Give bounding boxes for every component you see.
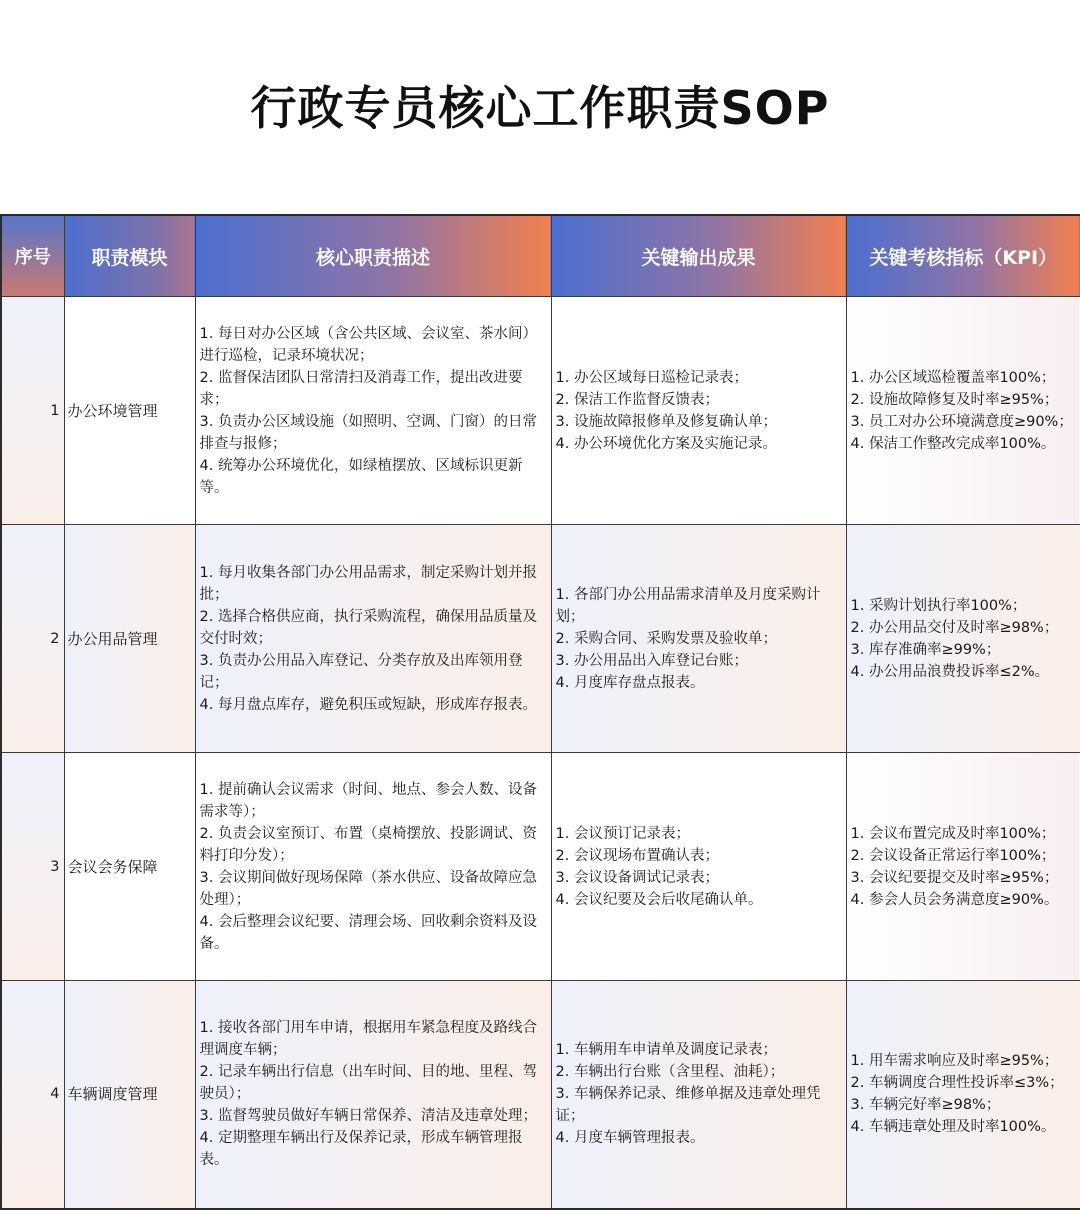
- kpi-line: 2. 会议设备正常运行率100%；: [850, 847, 1056, 864]
- table-row: [1, 753, 1080, 981]
- desc-line: 2. 监督保洁团队日常清扫及消毒工作，提出改进要求；: [199, 369, 523, 408]
- row-kpi: [846, 525, 1080, 753]
- kpi-line: 1. 采购计划执行率100%；: [850, 597, 1027, 614]
- kpi-line: 3. 员工对办公环境满意度≥90%；: [850, 413, 1073, 430]
- output-line: 4. 办公环境优化方案及实施记录。: [555, 435, 777, 452]
- output-line: 1. 车辆用车申请单及调度记录表；: [555, 1042, 777, 1059]
- sop-table: [0, 214, 1080, 1210]
- row-output: [551, 525, 846, 753]
- kpi-line: 3. 车辆完好率≥98%；: [850, 1097, 1001, 1114]
- output-line: 3. 会议设备调试记录表；: [555, 869, 719, 886]
- desc-line: 1. 接收各部门用车申请，根据用车紧急程度及路线合理调度车辆；: [199, 1020, 537, 1059]
- output-line: 2. 车辆出行台账（含里程、油耗）；: [555, 1064, 785, 1081]
- row-output: [551, 753, 846, 981]
- row-module: 车辆调度管理: [64, 981, 195, 1209]
- desc-line: 4. 会后整理会议纪要、清理会场、回收剩余资料及设备。: [199, 913, 537, 952]
- page-title: 行政专员核心工作职责SOP: [250, 81, 830, 135]
- output-line: 2. 会议现场布置确认表；: [555, 847, 719, 864]
- kpi-line: 3. 库存准确率≥99%；: [850, 641, 1001, 658]
- title-area: [0, 0, 1080, 214]
- row-seq: 2: [1, 525, 64, 753]
- desc-line: 3. 会议期间做好现场保障（茶水供应、设备故障应急处理）；: [199, 869, 537, 908]
- desc-line: 4. 每月盘点库存，避免积压或短缺，形成库存报表。: [199, 696, 537, 713]
- row-seq: 3: [1, 753, 64, 981]
- output-line: 1. 各部门办公用品需求清单及月度采购计划；: [555, 586, 821, 625]
- desc-line: 2. 选择合格供应商，执行采购流程，确保用品质量及交付时效；: [199, 608, 537, 647]
- row-module: 办公用品管理: [64, 525, 195, 753]
- kpi-line: 1. 用车需求响应及时率≥95%；: [850, 1053, 1059, 1070]
- output-line: 1. 会议预订记录表；: [555, 825, 690, 842]
- kpi-line: 4. 保洁工作整改完成率100%。: [850, 435, 1056, 452]
- row-seq: 4: [1, 981, 64, 1209]
- kpi-line: 4. 参会人员会务满意度≥90%。: [850, 891, 1059, 908]
- kpi-line: 1. 办公区域巡检覆盖率100%；: [850, 369, 1056, 386]
- output-line: 4. 月度库存盘点报表。: [555, 674, 705, 691]
- row-description: [195, 753, 551, 981]
- header-description: 核心职责描述: [195, 215, 551, 297]
- output-line: 3. 设施故障报修单及修复确认单；: [555, 413, 777, 430]
- kpi-line: 3. 会议纪要提交及时率≥95%；: [850, 869, 1059, 886]
- kpi-line: 2. 办公用品交付及时率≥98%；: [850, 619, 1059, 636]
- desc-line: 3. 负责办公用品入库登记、分类存放及出库领用登记；: [199, 652, 523, 691]
- header-seq: 序号: [1, 215, 64, 297]
- desc-line: 3. 负责办公区域设施（如照明、空调、门窗）的日常排查与报修；: [199, 413, 537, 452]
- output-line: 2. 采购合同、采购发票及验收单；: [555, 630, 777, 647]
- desc-line: 1. 提前确认会议需求（时间、地点、参会人数、设备需求等）；: [199, 781, 537, 820]
- output-line: 4. 月度车辆管理报表。: [555, 1130, 705, 1147]
- output-line: 3. 车辆保养记录、维修单据及违章处理凭证；: [555, 1086, 821, 1125]
- row-output: [551, 297, 846, 525]
- header-module: 职责模块: [64, 215, 195, 297]
- row-module: 办公环境管理: [64, 297, 195, 525]
- row-seq: 1: [1, 297, 64, 525]
- table-row: [1, 297, 1080, 525]
- output-line: 1. 办公区域每日巡检记录表；: [555, 369, 748, 386]
- header-output: 关键输出成果: [551, 215, 846, 297]
- row-description: [195, 981, 551, 1209]
- row-kpi: [846, 297, 1080, 525]
- output-line: 4. 会议纪要及会后收尾确认单。: [555, 891, 763, 908]
- kpi-line: 4. 办公用品浪费投诉率≤2%。: [850, 663, 1050, 680]
- output-line: 3. 办公用品出入库登记台账；: [555, 652, 748, 669]
- desc-line: 2. 记录车辆出行信息（出车时间、目的地、里程、驾驶员）；: [199, 1064, 537, 1103]
- table-body: [1, 297, 1080, 1209]
- row-description: [195, 525, 551, 753]
- table-header-row: [1, 215, 1080, 297]
- kpi-line: 2. 车辆调度合理性投诉率≤3%；: [850, 1075, 1064, 1092]
- desc-line: 1. 每日对办公区域（含公共区域、会议室、茶水间）进行巡检，记录环境状况；: [199, 325, 537, 364]
- table-row: [1, 525, 1080, 753]
- row-description: [195, 297, 551, 525]
- desc-line: 4. 定期整理车辆出行及保养记录，形成车辆管理报表。: [199, 1130, 523, 1169]
- kpi-line: 4. 车辆违章处理及时率100%。: [850, 1119, 1056, 1136]
- desc-line: 1. 每月收集各部门办公用品需求，制定采购计划并报批；: [199, 564, 537, 603]
- desc-line: 4. 统筹办公环境优化，如绿植摆放、区域标识更新等。: [199, 457, 523, 496]
- kpi-line: 1. 会议布置完成及时率100%；: [850, 825, 1056, 842]
- row-kpi: [846, 981, 1080, 1209]
- row-kpi: [846, 753, 1080, 981]
- kpi-line: 2. 设施故障修复及时率≥95%；: [850, 391, 1059, 408]
- row-module: 会议会务保障: [64, 753, 195, 981]
- table-row: [1, 981, 1080, 1209]
- desc-line: 2. 负责会议室预订、布置（桌椅摆放、投影调试、资料打印分发）；: [199, 825, 537, 864]
- desc-line: 3. 监督驾驶员做好车辆日常保养、清洁及违章处理；: [199, 1108, 537, 1125]
- row-output: [551, 981, 846, 1209]
- header-kpi: 关键考核指标（KPI）: [846, 215, 1080, 297]
- output-line: 2. 保洁工作监督反馈表；: [555, 391, 719, 408]
